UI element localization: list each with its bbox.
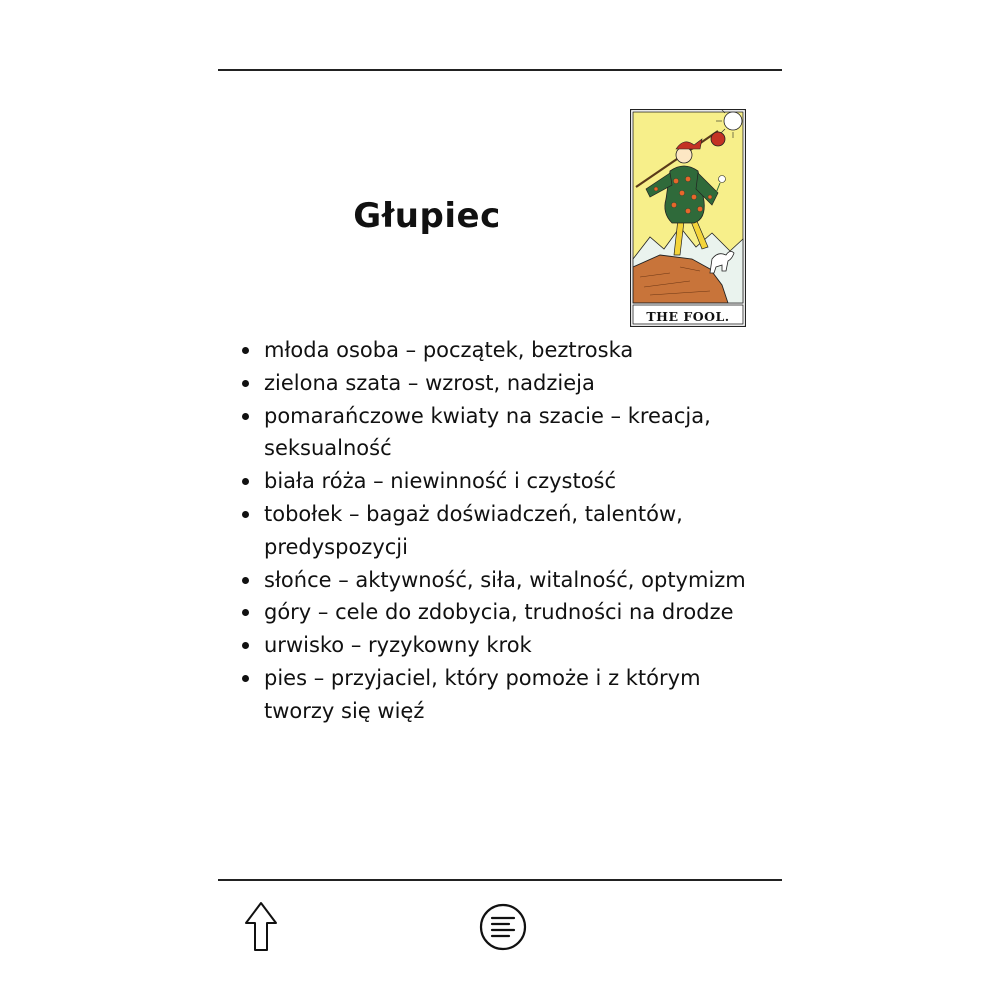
page-title: Głupiec	[353, 196, 501, 236]
tarot-card-image	[630, 109, 746, 327]
list-item-text: pomarańczowe kwiaty na szacie – kreacja, seksualność	[264, 403, 711, 461]
list-item-text: tobołek – bagaż doświadczeń, talentów, predyspozycji	[264, 501, 683, 559]
list-item	[238, 465, 758, 498]
list-item	[238, 334, 758, 367]
list-item	[238, 498, 758, 564]
bullet-icon	[242, 609, 249, 616]
list-item	[238, 596, 758, 629]
bullet-icon	[242, 478, 249, 485]
bullet-icon	[242, 577, 249, 584]
bullet-icon	[242, 675, 249, 682]
bottom-divider	[218, 879, 782, 881]
bullet-icon	[242, 413, 249, 420]
list-item	[238, 662, 758, 728]
list-item-text: słońce – aktywność, siła, witalność, optymizm	[264, 567, 746, 592]
bullet-icon	[242, 380, 249, 387]
symbol-list	[238, 334, 758, 728]
list-item-text: góry – cele do zdobycia, trudności na drodze	[264, 600, 734, 625]
arrow-up-icon	[243, 901, 279, 953]
bullet-icon	[242, 347, 249, 354]
bullet-icon	[242, 642, 249, 649]
list-item	[238, 367, 758, 400]
card-caption: THE FOOL.	[646, 309, 730, 324]
fool-card-illustration	[630, 109, 746, 327]
list-item	[238, 629, 758, 662]
list-item-text: młoda osoba – początek, beztroska	[264, 338, 634, 362]
list-item	[238, 564, 758, 597]
bullet-icon	[242, 511, 249, 518]
list-item-text: pies – przyjaciel, który pomoże i z którym tworzy się więź	[264, 665, 701, 723]
list-item	[238, 400, 758, 466]
list-item-text: urwisko – ryzykowny krok	[264, 633, 532, 658]
menu-button[interactable]	[479, 903, 527, 951]
list-item-text: zielona szata – wzrost, nadzieja	[264, 370, 595, 395]
menu-lines-icon	[479, 903, 527, 951]
list-item-text: biała róża – niewinność i czystość	[264, 469, 617, 494]
scroll-up-button[interactable]	[243, 901, 279, 953]
top-divider	[218, 69, 782, 71]
